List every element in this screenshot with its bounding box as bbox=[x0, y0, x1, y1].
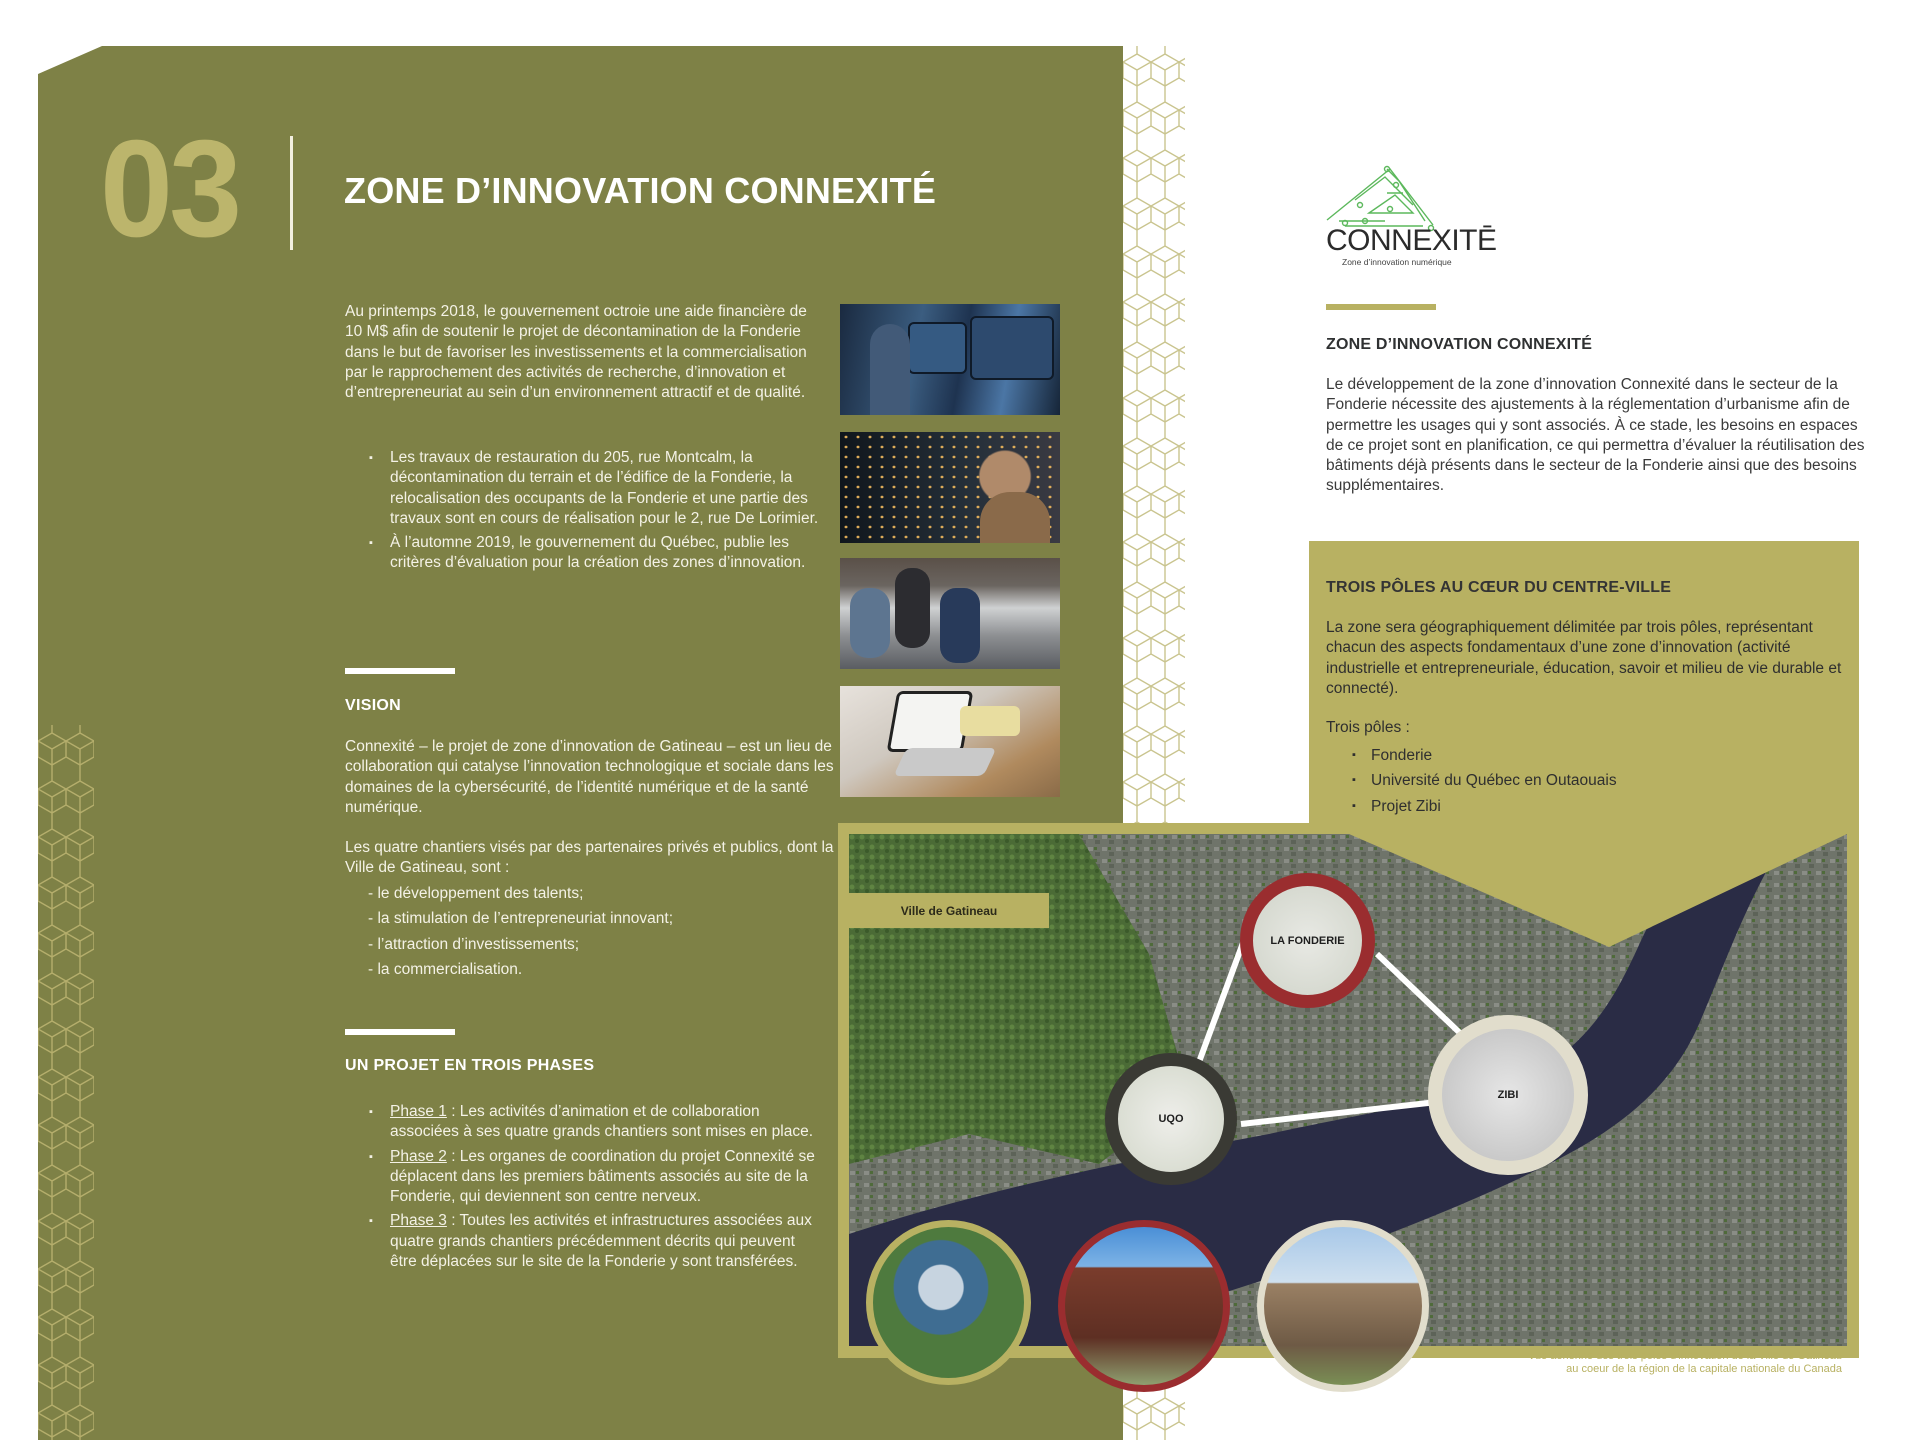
intro-bullet: ▪ À l’automne 2019, le gouvernement du Québec, publie les critères d’évaluation pour la création des zones d’innovation. bbox=[345, 533, 825, 574]
intro-paragraph: Au printemps 2018, le gouvernement octroie une aide financière de 10 M$ afin de soutenir le projet de décontamination de la Fonderie dans le but de favoriser les investissements et la commercialisation par le rapprochement des activités de recherche, d’innovation et d’entrepreneuriat au sein d’un environnement attractif et de qualité. bbox=[345, 303, 807, 402]
phase-text: : Les organes de coordination du projet Connexité se déplacent dans les premiers bâtiments associés au site de la Fonderie, qui deviennent son centre nerveux. bbox=[390, 1147, 815, 1206]
right-paragraph: Le développement de la zone d’innovation Connexité dans le secteur de la Fonderie nécessite des ajustements à la réglementation d’urbanisme afin de permettre les usages qui y sont associés. À ce stade, les besoins en espaces de ce projet sont en planification, ce qui permettra d’évaluer la réutilisation des bâtiments déjà présents dans le secteur de la Fonderie ainsi que des besoins supplémentaires. bbox=[1326, 376, 1865, 495]
vision-paragraph: Connexité – le projet de zone d’innovation de Gatineau – est un lieu de collaboration qui catalyse l’innovation technologique et sociale dans les domaines de la cybersécurité, de l’identité numérique et de la santé numérique. bbox=[345, 738, 834, 816]
chantiers-intro: Les quatre chantiers visés par des partenaires privés et publics, dont la Ville de Gatineau, sont : bbox=[345, 839, 834, 877]
chantier-item: - la commercialisation. bbox=[368, 960, 523, 978]
logo-wordmark: CONNEXITĒ bbox=[1326, 224, 1497, 257]
poles-paragraph: La zone sera géographiquement délimitée par trois pôles, représentant chacun des aspects fondamentaux d’une zone d’innovation (activité industrielle et entrepreneuriale, éducation, savoir et milieu de vie durable et connecté). bbox=[1326, 619, 1842, 697]
section-rule bbox=[1326, 304, 1436, 310]
page-title: ZONE D’INNOVATION CONNEXITÉ bbox=[344, 170, 937, 211]
map-caption-line1: Vue aérienne des trois pôles d'innovation de la Ville de Gatineau bbox=[1528, 1350, 1842, 1362]
intro-bullets bbox=[345, 448, 825, 574]
chantier-item: - la stimulation de l’entrepreneuriat innovant; bbox=[368, 910, 674, 928]
intro-bullet: ▪ Les travaux de restauration du 205, rue Montcalm, la décontamination du terrain et de l’édifice de la Fonderie, la relocalisation des occupants de la Fonderie et une partie des travaux sont en cours de réalisation pour le 2, rue De Lorimier. bbox=[345, 448, 825, 529]
phases-heading: UN PROJET EN TROIS PHASES bbox=[345, 1057, 595, 1074]
section-rule bbox=[345, 668, 455, 674]
poles-list bbox=[1326, 743, 1726, 819]
phase-label: Phase 3 bbox=[390, 1212, 447, 1230]
phase-text: : Les activités d’animation et de collaboration associées à ses quatre grands chantiers sont mises en place. bbox=[390, 1103, 814, 1141]
phase-item bbox=[345, 1102, 825, 1143]
chapter-number: 03 bbox=[100, 112, 239, 266]
pole-item: ▪ Université du Québec en Outaouais bbox=[1326, 768, 1726, 793]
pole-marker-uqo: UQO bbox=[1105, 1053, 1237, 1185]
pole-item: ▪ Projet Zibi bbox=[1326, 794, 1726, 819]
phase-label: Phase 2 bbox=[390, 1147, 447, 1165]
phase-text: : Toutes les activités et infrastructures associées aux quatre grands chantiers précédemment décrits qui peuvent être déplacées sur le site de la Fonderie y sont transférées. bbox=[390, 1212, 812, 1271]
phases-list bbox=[345, 1102, 825, 1272]
photo-circle-uqo bbox=[866, 1220, 1031, 1385]
poles-list-label: Trois pôles : bbox=[1326, 719, 1410, 736]
photo-laptop-desk bbox=[840, 686, 1060, 797]
map-caption-line2: au coeur de la région de la capitale nationale du Canada bbox=[1566, 1363, 1842, 1375]
pole-marker-zibi: ZIBI bbox=[1428, 1015, 1588, 1175]
chantier-item: - l’attraction d’investissements; bbox=[368, 935, 580, 953]
photo-circle-fonderie bbox=[1058, 1220, 1230, 1392]
pole-marker-fonderie: LA FONDERIE bbox=[1240, 873, 1375, 1008]
logo-tagline: Zone d’innovation numérique bbox=[1342, 257, 1452, 267]
photo-students-steps bbox=[840, 558, 1060, 669]
photo-developers-monitors bbox=[840, 304, 1060, 415]
pole-item: ▪ Fonderie bbox=[1326, 743, 1726, 768]
phase-item bbox=[345, 1211, 825, 1272]
photo-woman-phone-night bbox=[840, 432, 1060, 543]
phase-label: Phase 1 bbox=[390, 1103, 447, 1120]
hex-pattern-left bbox=[38, 725, 94, 1440]
phase-item bbox=[345, 1147, 825, 1208]
map-region-label: Ville de Gatineau bbox=[849, 893, 1049, 928]
vision-heading: VISION bbox=[345, 697, 402, 714]
right-heading: ZONE D’INNOVATION CONNEXITÉ bbox=[1326, 336, 1593, 353]
chantier-item: - le développement des talents; bbox=[368, 885, 584, 902]
poles-heading: TROIS PÔLES AU CŒUR DU CENTRE-VILLE bbox=[1326, 579, 1672, 596]
chantiers-list bbox=[368, 881, 673, 982]
section-rule bbox=[345, 1029, 455, 1035]
photo-circle-zibi bbox=[1257, 1220, 1429, 1392]
title-divider bbox=[290, 136, 293, 250]
